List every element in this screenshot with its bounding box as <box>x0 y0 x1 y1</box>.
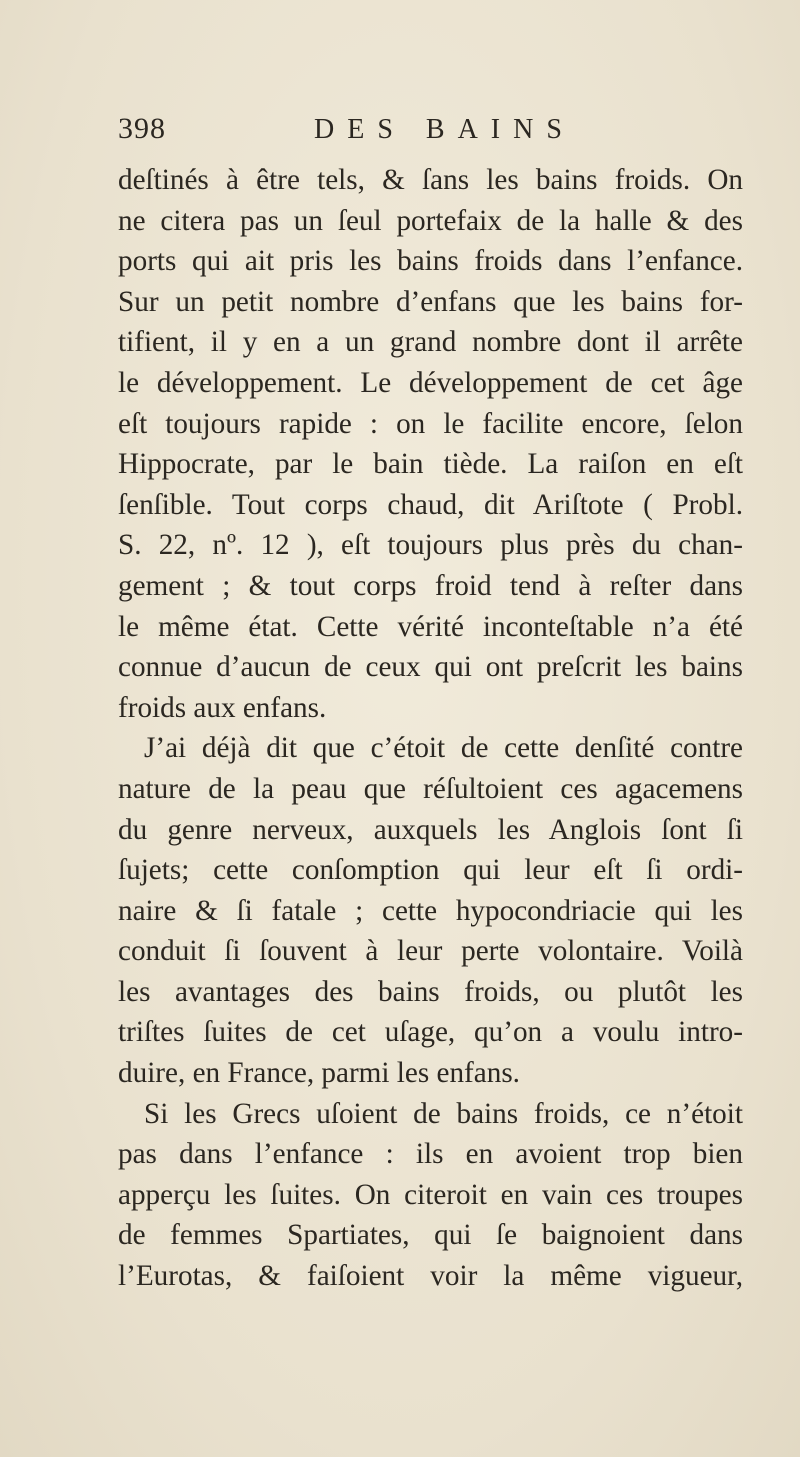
text-line: connue d’aucun de ceux qui ont preſcrit les bains <box>118 651 743 684</box>
text-line: S. 22, nº. 12 ), eſt toujours plus près du chan- <box>118 529 743 562</box>
text-line: le même état. Cette vérité inconteſtable n’a été <box>118 610 743 643</box>
text-line: pas dans l’enfance : ils en avoient trop bien <box>118 1138 743 1171</box>
text-line: naire & ſi fatale ; cette hypocondriacie qui les <box>118 894 743 927</box>
text-line: gement ; & tout corps froid tend à reſter dans <box>118 569 743 602</box>
text-line: apperçu les ſuites. On citeroit en vain ces troupes <box>118 1178 743 1211</box>
text-line: triſtes ſuites de cet uſage, qu’on a voulu intro- <box>118 1016 743 1049</box>
page-number: 398 <box>118 112 166 145</box>
text-line: duire, en France, parmi les enfans. <box>118 1057 520 1090</box>
text-line: ne citera pas un ſeul portefaix de la halle & des <box>118 204 743 237</box>
text-line: Hippocrate, par le bain tiède. La raiſon en eſt <box>118 448 743 481</box>
running-title: DES BAINS <box>314 114 575 145</box>
body-text <box>118 160 743 1297</box>
text-line: J’ai déjà dit que c’étoit de cette denſité contre <box>144 732 743 765</box>
text-line: ſujets; cette conſomption qui leur eſt ſi ordi- <box>118 854 743 887</box>
text-line: ſenſible. Tout corps chaud, dit Ariſtote ( Probl. <box>118 488 743 521</box>
text-line: de femmes Spartiates, qui ſe baignoient dans <box>118 1219 743 1252</box>
text-line: ports qui ait pris les bains froids dans l’enfance. <box>118 245 743 278</box>
text-line: du genre nerveux, auxquels les Anglois ſont ſi <box>118 813 743 846</box>
text-line: eſt toujours rapide : on le facilite encore, ſelon <box>118 407 743 440</box>
text-line: deſtinés à être tels, & ſans les bains froids. On <box>118 164 743 196</box>
text-line: tifient, il y en a un grand nombre dont il arrête <box>118 326 743 359</box>
text-line: froids aux enfans. <box>118 691 327 724</box>
text-line: les avantages des bains froids, ou plutôt les <box>118 975 743 1008</box>
text-line: nature de la peau que réſultoient ces agacemens <box>118 772 743 805</box>
text-line: Sur un petit nombre d’enfans que les bains for- <box>118 285 743 318</box>
text-line: l’Eurotas, & faiſoient voir la même vigueur, <box>118 1260 743 1293</box>
text-line: conduit ſi ſouvent à leur perte volontaire. Voilà <box>118 935 743 968</box>
page-header <box>118 112 758 152</box>
text-line: le développement. Le développement de cet âge <box>118 366 743 399</box>
text-line: Si les Grecs uſoient de bains froids, ce n’étoit <box>144 1097 743 1130</box>
